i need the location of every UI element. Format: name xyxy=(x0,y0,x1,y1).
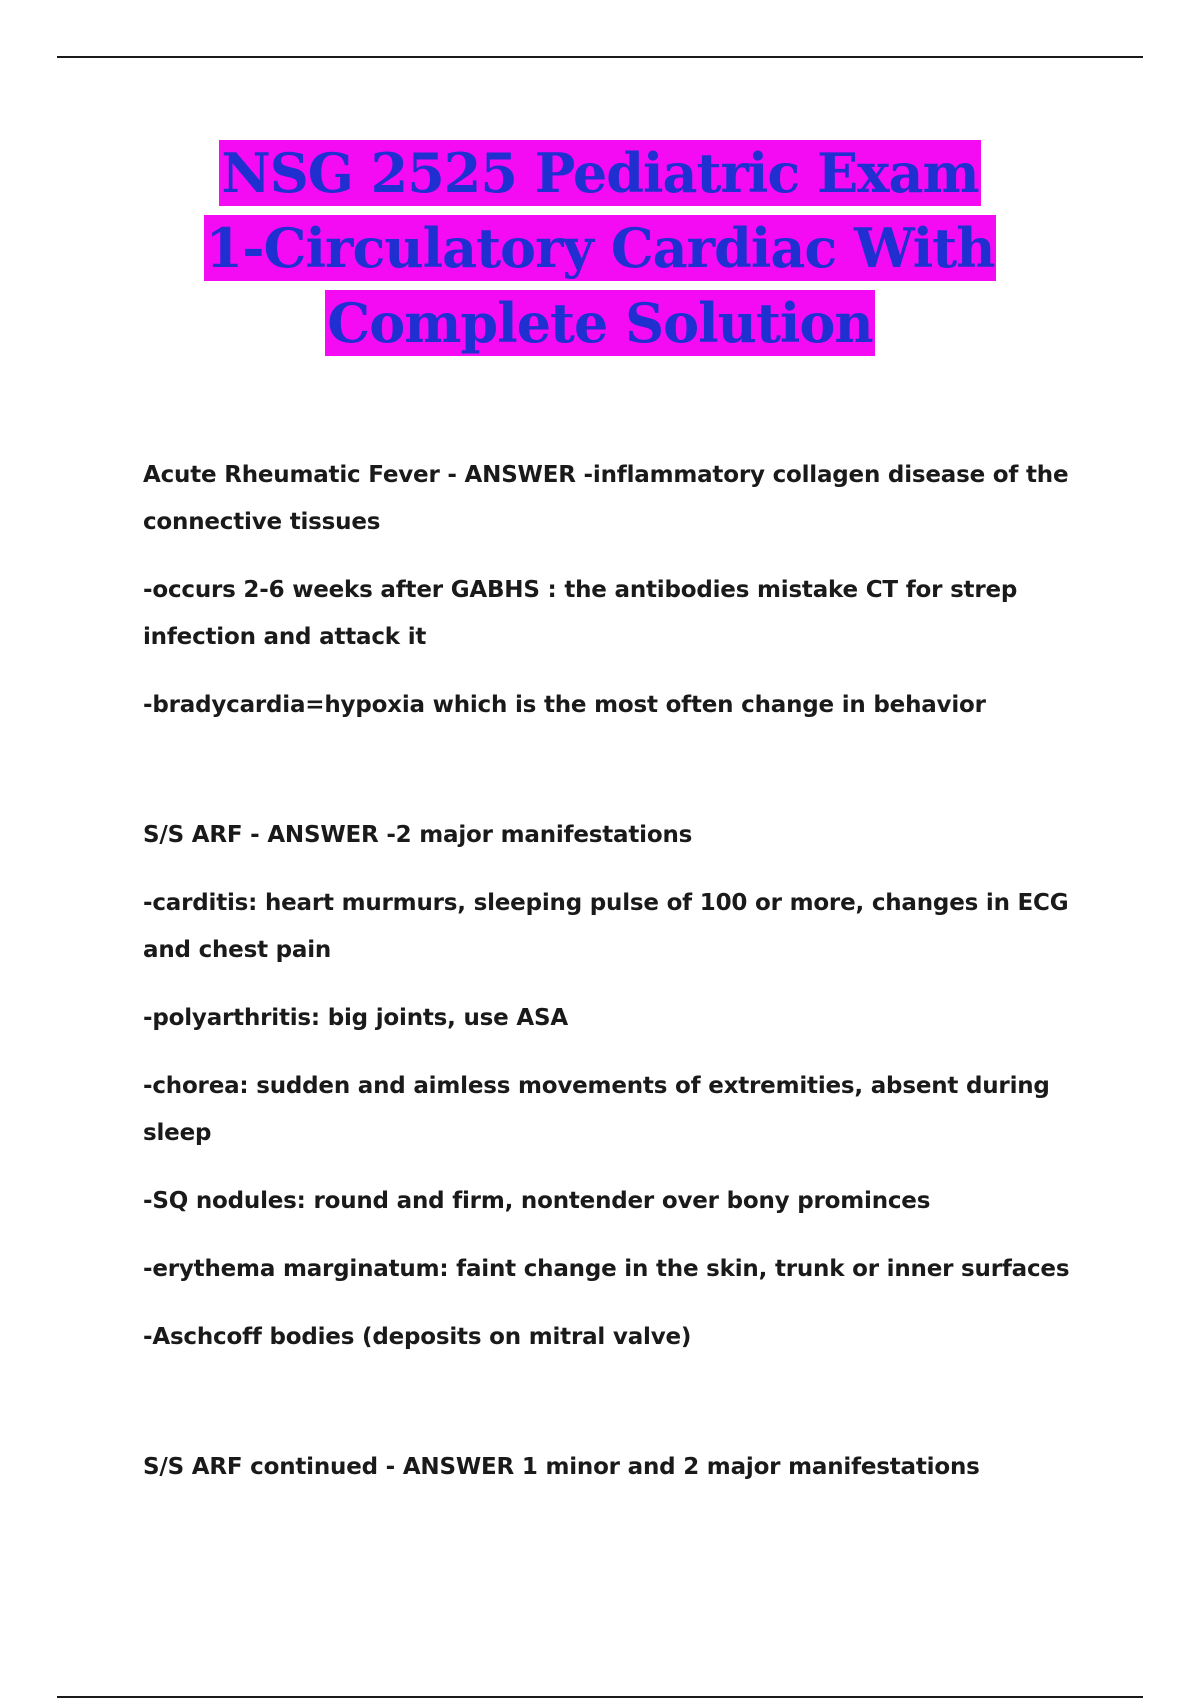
entry-spacer xyxy=(143,1382,1103,1444)
qa-entry-ss-arf xyxy=(143,812,1103,1361)
title-line-3: Complete Solution xyxy=(327,291,873,355)
entry-spacer xyxy=(143,750,1103,812)
entry-paragraph: S/S ARF continued - ANSWER 1 minor and 2 major manifestations xyxy=(143,1454,980,1480)
entry-paragraph: -bradycardia=hypoxia which is the most often change in behavior xyxy=(143,692,986,718)
qa-entry-ss-arf-continued xyxy=(143,1444,1103,1491)
entry-paragraph: -erythema marginatum: faint change in the skin, trunk or inner surfaces xyxy=(143,1256,1070,1282)
entry-paragraph: -chorea: sudden and aimless movements of extremities, absent during sleep xyxy=(143,1073,1050,1146)
entry-paragraph: -Aschcoff bodies (deposits on mitral valve) xyxy=(143,1324,692,1350)
entry-paragraph: -polyarthritis: big joints, use ASA xyxy=(143,1005,568,1031)
header-rule xyxy=(57,56,1143,58)
qa-entry-acute-rheumatic-fever xyxy=(143,452,1103,729)
document-body xyxy=(143,452,1103,1512)
entry-paragraph: -SQ nodules: round and firm, nontender over bony prominces xyxy=(143,1188,931,1214)
entry-paragraph: -carditis: heart murmurs, sleeping pulse of 100 or more, changes in ECG and chest pain xyxy=(143,890,1069,963)
entry-paragraph: -occurs 2-6 weeks after GABHS : the antibodies mistake CT for strep infection and attack it xyxy=(143,577,1018,650)
footer-rule xyxy=(57,1696,1143,1698)
document-title xyxy=(0,140,1200,365)
entry-paragraph: S/S ARF - ANSWER -2 major manifestations xyxy=(143,822,693,848)
entry-paragraph: Acute Rheumatic Fever - ANSWER -inflammatory collagen disease of the connective tissues xyxy=(143,462,1069,535)
title-line-1: NSG 2525 Pediatric Exam xyxy=(221,141,979,205)
title-line-2: 1-Circulatory Cardiac With xyxy=(205,216,995,280)
